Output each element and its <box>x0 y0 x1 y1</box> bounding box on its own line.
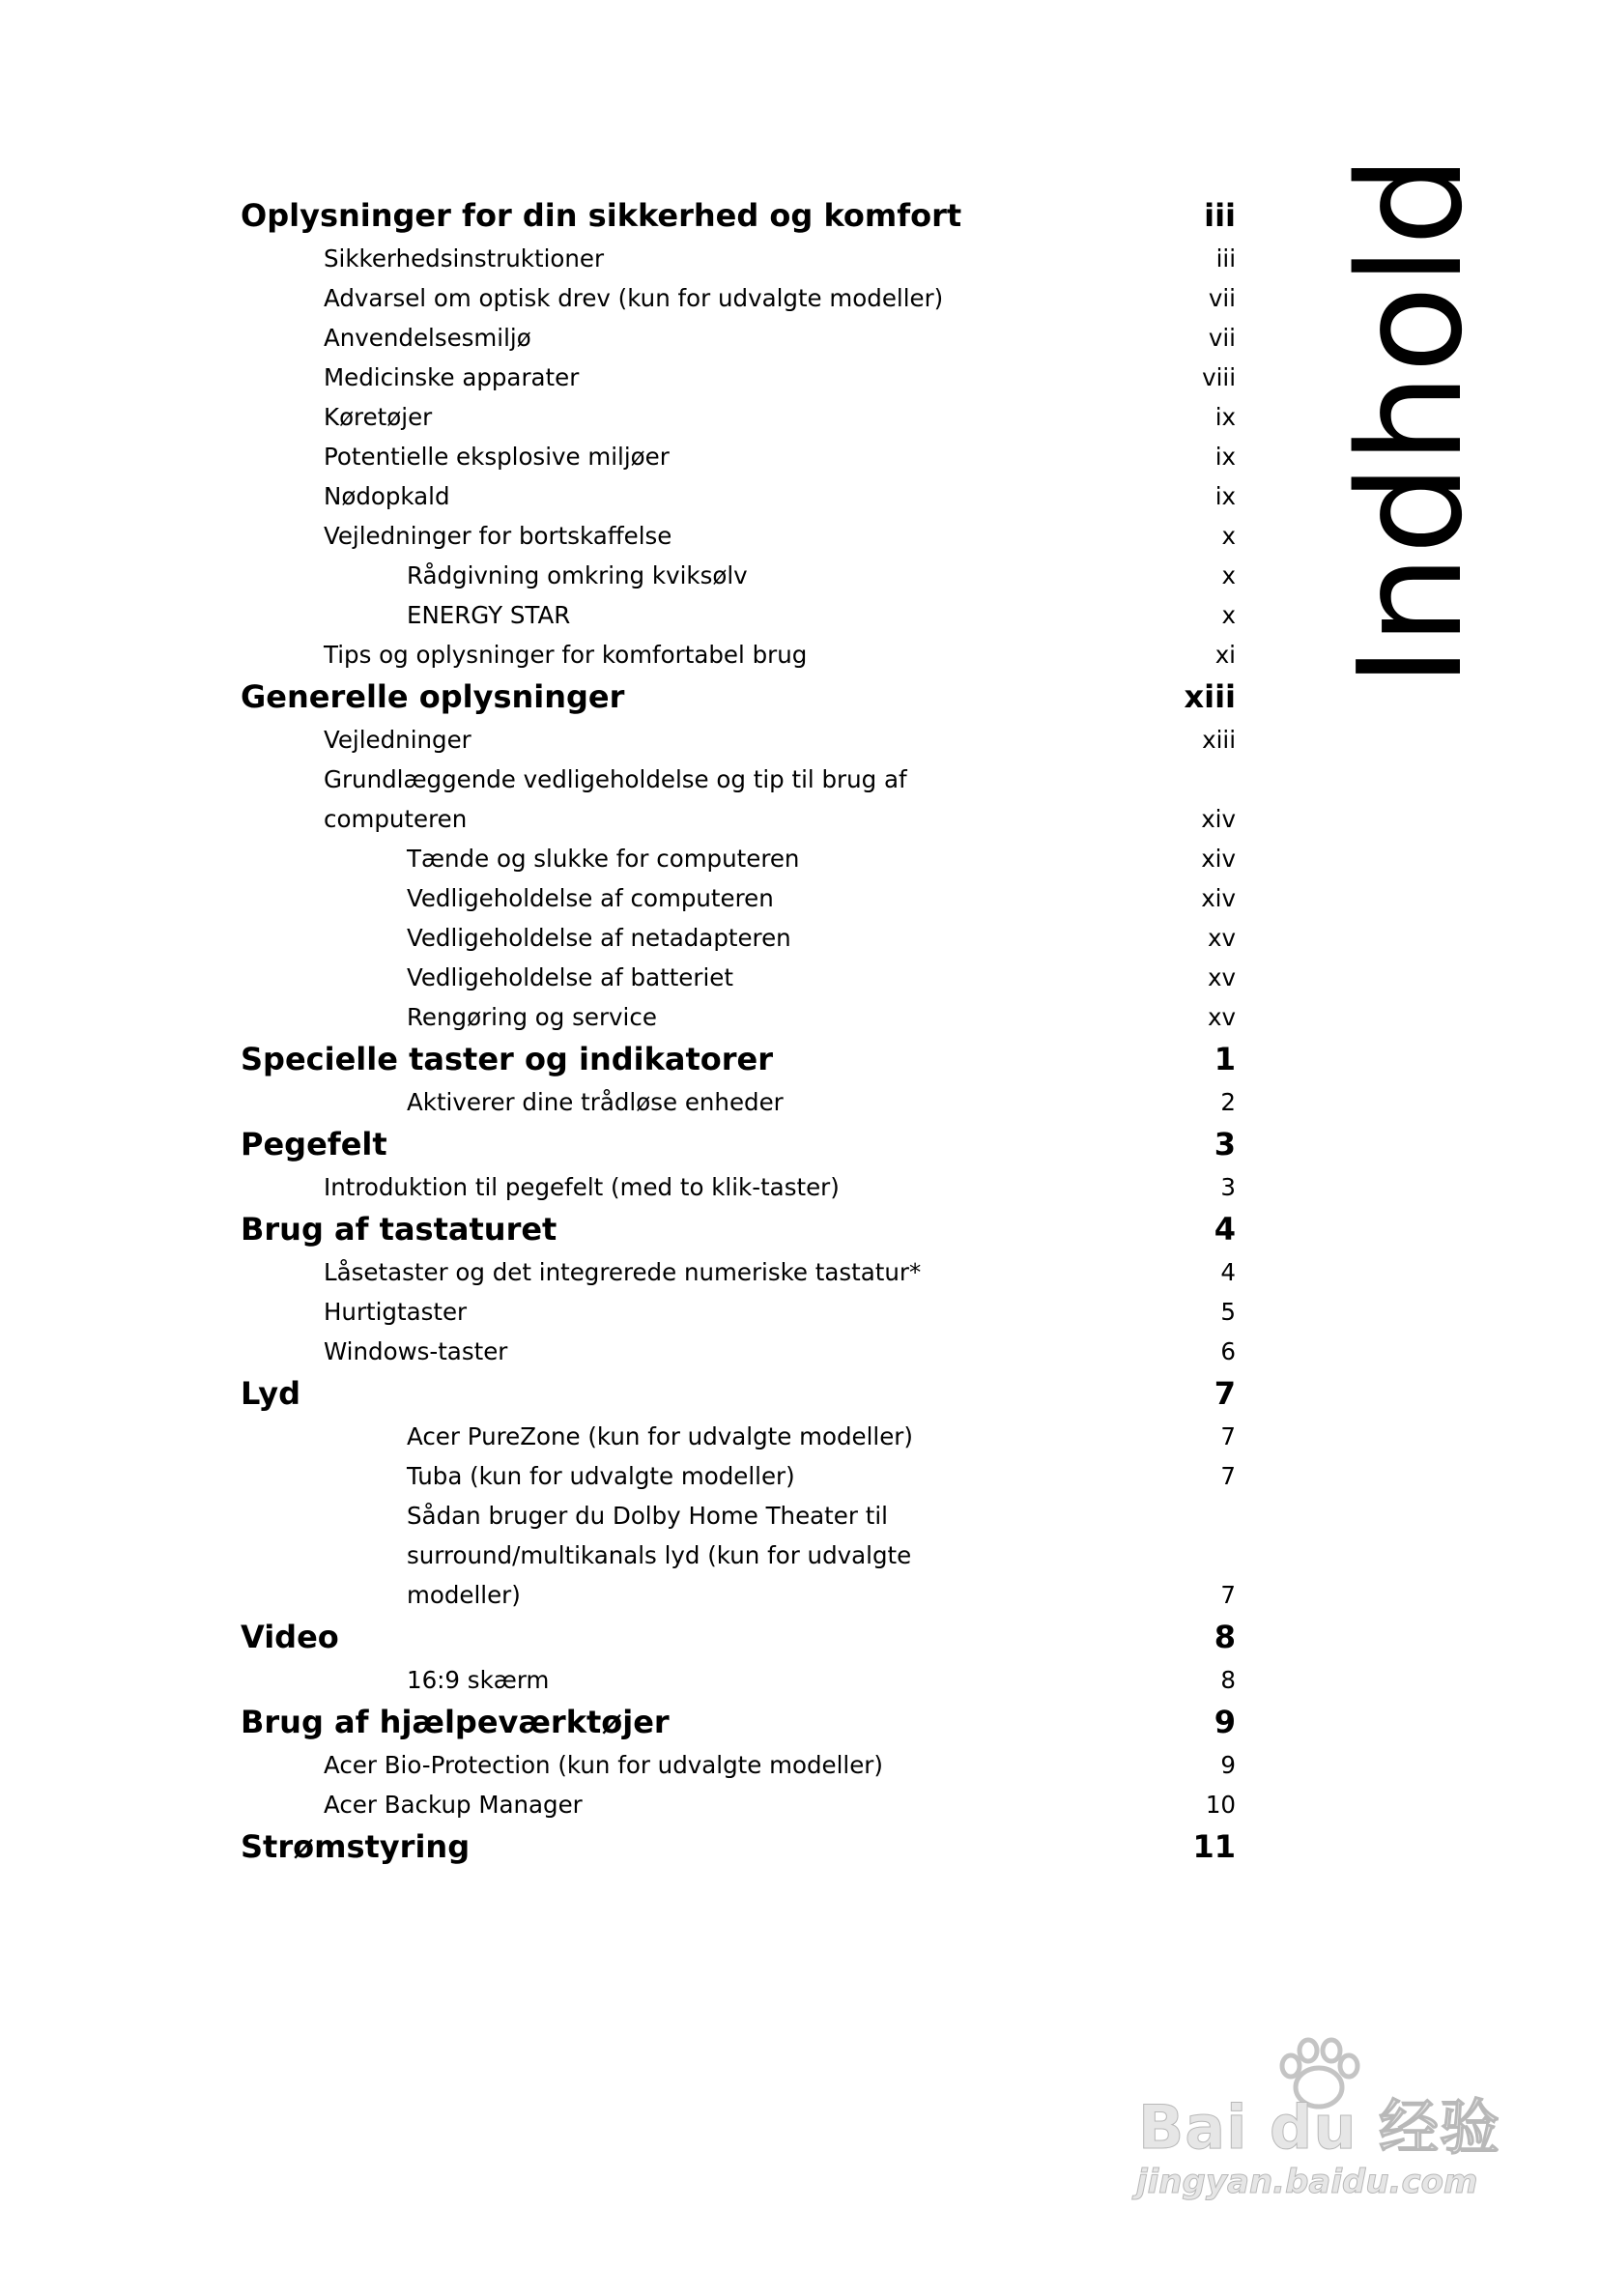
watermark-brand: Bai du 经验 <box>1138 2092 1501 2163</box>
toc-entry-title-line: computeren <box>324 805 468 833</box>
toc-entry-title: Vedligeholdelse af batteriet <box>407 963 733 991</box>
toc-entry-page: 8 <box>1220 1666 1236 1694</box>
toc-entry-page: xiii <box>1184 678 1236 715</box>
toc-entry[interactable] <box>241 1785 1236 1824</box>
watermark-url: jingyan.baidu.com <box>1136 2163 1478 2201</box>
toc-entry-title: Køretøjer <box>324 403 433 431</box>
toc-entry-page: ix <box>1214 403 1236 431</box>
toc-entry-page: 1 <box>1214 1041 1236 1077</box>
toc-entry[interactable] <box>241 997 1236 1037</box>
toc-chapter[interactable] <box>241 674 1236 720</box>
toc-entry-title: Tuba (kun for udvalgte modeller) <box>407 1462 795 1490</box>
toc-entry-title: Rengøring og service <box>407 1003 657 1031</box>
side-title: Indhold <box>1328 155 1494 688</box>
toc-entry[interactable] <box>241 1332 1236 1371</box>
toc-entry-page: 3 <box>1220 1173 1236 1201</box>
toc-entry-page: 3 <box>1214 1126 1236 1162</box>
toc-entry-title: Oplysninger for din sikkerhed og komfort <box>241 197 962 234</box>
toc-entry-page: iii <box>1204 197 1236 234</box>
toc-entry-page: xv <box>1208 1003 1236 1031</box>
toc-chapter[interactable] <box>241 1615 1236 1660</box>
toc-entry-title: Advarsel om optisk drev (kun for udvalgte modeller) <box>324 284 944 312</box>
toc-entry-page: 7 <box>1214 1375 1236 1412</box>
toc-entry-page: x <box>1221 522 1236 550</box>
toc-entry-title: Vejledninger <box>324 726 471 754</box>
toc-chapter[interactable] <box>241 1824 1236 1870</box>
toc-entry-page: xv <box>1208 924 1236 952</box>
toc-entry-page: 4 <box>1214 1211 1236 1248</box>
toc-entry-title: Aktiverer dine trådløse enheder <box>407 1088 784 1116</box>
toc-entry[interactable] <box>241 1660 1236 1700</box>
toc-entry-page: 8 <box>1214 1619 1236 1655</box>
table-of-contents <box>241 193 1236 1870</box>
toc-entry[interactable] <box>241 918 1236 958</box>
toc-entry-title-line: modeller) <box>407 1581 521 1609</box>
toc-entry-page: xiv <box>1201 884 1236 912</box>
toc-entry-page: ix <box>1214 443 1236 471</box>
toc-entry-title: Acer PureZone (kun for udvalgte modeller) <box>407 1422 913 1450</box>
toc-entry[interactable] <box>241 1417 1236 1456</box>
toc-entry-page: 9 <box>1220 1751 1236 1779</box>
toc-entry-page: 6 <box>1220 1337 1236 1365</box>
toc-entry-title: 16:9 skærm <box>407 1666 550 1694</box>
toc-entry[interactable] <box>241 278 1236 318</box>
toc-entry-title: Hurtigtaster <box>324 1298 468 1326</box>
toc-chapter[interactable] <box>241 1700 1236 1745</box>
toc-entry-title: ENERGY STAR <box>407 601 571 629</box>
toc-entry-title: Lyd <box>241 1375 300 1412</box>
toc-entry-title-line: Grundlæggende vedligeholdelse og tip til brug af <box>324 765 907 793</box>
toc-entry[interactable] <box>241 720 1236 760</box>
toc-chapter[interactable] <box>241 1122 1236 1167</box>
toc-entry-page: 10 <box>1205 1791 1236 1819</box>
toc-entry[interactable] <box>241 760 1236 839</box>
toc-entry[interactable] <box>241 1167 1236 1207</box>
toc-entry-page: 11 <box>1192 1828 1236 1865</box>
baidu-watermark <box>1132 2037 1538 2230</box>
toc-entry[interactable] <box>241 635 1236 674</box>
toc-entry-page: 7 <box>1220 1581 1236 1609</box>
toc-entry-page: 5 <box>1220 1298 1236 1326</box>
toc-entry-title: Video <box>241 1619 339 1655</box>
toc-entry-title-line: surround/multikanals lyd (kun for udvalgte <box>407 1541 912 1569</box>
toc-entry[interactable] <box>241 397 1236 437</box>
toc-entry[interactable] <box>241 516 1236 556</box>
toc-entry-title: Specielle taster og indikatorer <box>241 1041 774 1077</box>
toc-entry[interactable] <box>241 958 1236 997</box>
toc-entry-title: Introduktion til pegefelt (med to klik-taster) <box>324 1173 840 1201</box>
toc-entry-title: Tænde og slukke for computeren <box>407 845 800 873</box>
toc-entry-title: Rådgivning omkring kviksølv <box>407 561 748 589</box>
toc-entry[interactable] <box>241 1496 1236 1615</box>
toc-entry[interactable] <box>241 878 1236 918</box>
toc-entry-page: iii <box>1215 244 1236 273</box>
toc-entry-page: xiv <box>1201 845 1236 873</box>
toc-entry-title: Brug af hjælpeværktøjer <box>241 1704 670 1740</box>
toc-entry-title: Vedligeholdelse af netadapteren <box>407 924 791 952</box>
toc-entry-title: Strømstyring <box>241 1828 471 1865</box>
toc-entry[interactable] <box>241 1082 1236 1122</box>
toc-entry-title: Medicinske apparater <box>324 363 580 391</box>
toc-entry[interactable] <box>241 1745 1236 1785</box>
toc-entry-page: vii <box>1208 324 1236 352</box>
toc-entry-page: x <box>1221 561 1236 589</box>
toc-entry-title: Pegefelt <box>241 1126 387 1162</box>
toc-entry-title: Potentielle eksplosive miljøer <box>324 443 670 471</box>
toc-entry[interactable] <box>241 239 1236 278</box>
toc-entry-title: Anvendelsesmiljø <box>324 324 531 352</box>
toc-entry-title: Sikkerhedsinstruktioner <box>324 244 605 273</box>
toc-entry[interactable] <box>241 1292 1236 1332</box>
toc-entry-title: Nødopkald <box>324 482 450 510</box>
toc-entry-title: Brug af tastaturet <box>241 1211 557 1248</box>
toc-entry[interactable] <box>241 839 1236 878</box>
toc-entry-title: Generelle oplysninger <box>241 678 625 715</box>
toc-entry-page: 7 <box>1220 1422 1236 1450</box>
toc-entry[interactable] <box>241 318 1236 358</box>
toc-entry[interactable] <box>241 476 1236 516</box>
toc-entry[interactable] <box>241 1252 1236 1292</box>
toc-entry[interactable] <box>241 595 1236 635</box>
toc-chapter[interactable] <box>241 1371 1236 1417</box>
toc-entry[interactable] <box>241 437 1236 476</box>
toc-chapter[interactable] <box>241 1037 1236 1082</box>
toc-entry-page: 4 <box>1220 1258 1236 1286</box>
toc-chapter[interactable] <box>241 1207 1236 1252</box>
toc-entry-title <box>407 1496 911 1615</box>
toc-entry-title: Windows-taster <box>324 1337 508 1365</box>
toc-entry-page: 7 <box>1220 1462 1236 1490</box>
toc-entry[interactable] <box>241 556 1236 595</box>
toc-entry-title: Acer Bio-Protection (kun for udvalgte modeller) <box>324 1751 883 1779</box>
toc-entry-page: xiii <box>1202 726 1236 754</box>
toc-entry-title-line: Sådan bruger du Dolby Home Theater til <box>407 1502 888 1530</box>
toc-entry-page: x <box>1221 601 1236 629</box>
toc-entry-title: Tips og oplysninger for komfortabel brug <box>324 641 808 669</box>
toc-entry-title: Vejledninger for bortskaffelse <box>324 522 672 550</box>
toc-entry-title: Vedligeholdelse af computeren <box>407 884 774 912</box>
toc-entry-page: vii <box>1208 284 1236 312</box>
toc-entry-page: xv <box>1208 963 1236 991</box>
toc-chapter[interactable] <box>241 193 1236 239</box>
toc-entry-page: 9 <box>1214 1704 1236 1740</box>
toc-entry[interactable] <box>241 1456 1236 1496</box>
toc-entry-title <box>324 760 907 839</box>
toc-entry-page: viii <box>1202 363 1236 391</box>
toc-entry-page: 2 <box>1220 1088 1236 1116</box>
toc-entry[interactable] <box>241 358 1236 397</box>
toc-entry-page: xiv <box>1201 805 1236 833</box>
toc-entry-page: xi <box>1214 641 1236 669</box>
toc-entry-title: Acer Backup Manager <box>324 1791 583 1819</box>
toc-entry-page: ix <box>1214 482 1236 510</box>
toc-entry-title: Låsetaster og det integrerede numeriske tastatur* <box>324 1258 922 1286</box>
